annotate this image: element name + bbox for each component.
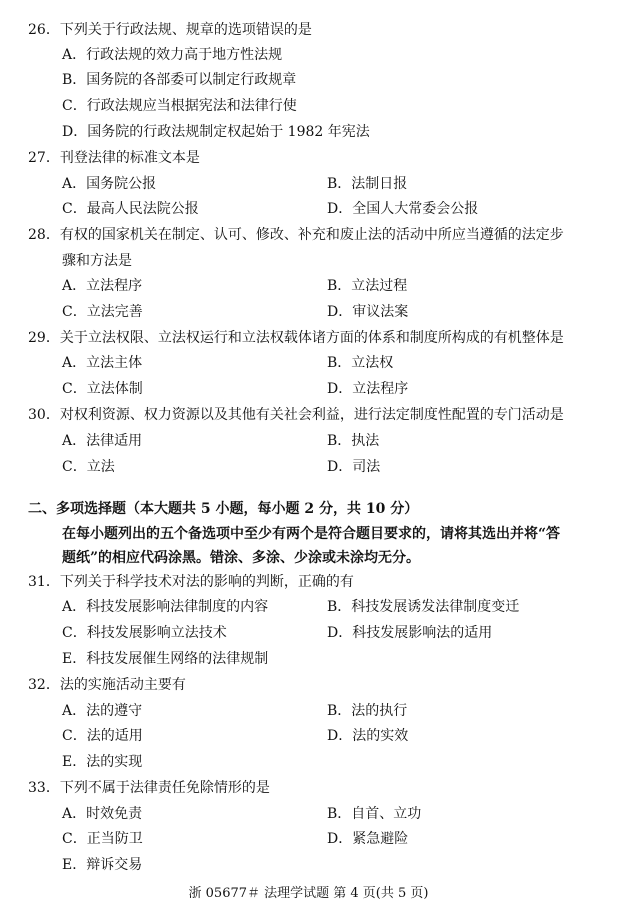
question-31: 31．下列关于科学技术对法的影响的判断，正确的有	[28, 574, 354, 590]
q26-option-b: B．国务院的各部委可以制定行政规章	[62, 72, 297, 88]
question-28: 28．有权的国家机关在制定、认可、修改、补充和废止法的活动中所应当遵循的法定步	[28, 227, 564, 243]
question-26: 26．下列关于行政法规、规章的选项错误的是	[28, 22, 312, 38]
section-2-title: 二、多项选择题（本大题共 5 小题，每小题 2 分，共 10 分）	[28, 501, 419, 517]
q33-option-a: A．时效免责	[62, 806, 143, 822]
section-2-instruction-line1: 在每小题列出的五个备选项中至少有两个是符合题目要求的，请将其选出并将“答	[62, 526, 561, 542]
question-32: 32．法的实施活动主要有	[28, 677, 186, 693]
q32-option-e: E．法的实现	[62, 754, 143, 770]
q26-option-c: C．行政法规应当根据宪法和法律行使	[62, 98, 297, 114]
q33-option-d: D．紧急避险	[327, 831, 409, 847]
question-33: 33．下列不属于法律责任免除情形的是	[28, 780, 270, 796]
q30-option-d: D．司法	[327, 459, 381, 475]
q32-option-c: C．法的适用	[62, 728, 143, 744]
q28-option-b: B．立法过程	[327, 278, 408, 294]
q28-option-a: A．立法程序	[62, 278, 143, 294]
q33-option-b: B．自首、立功	[327, 806, 422, 822]
q31-option-c: C．科技发展影响立法技术	[62, 625, 227, 641]
q32-option-a: A．法的遵守	[62, 703, 143, 719]
q32-option-d: D．法的实效	[327, 728, 409, 744]
q31-option-e: E．科技发展催生网络的法律规制	[62, 651, 269, 667]
q29-option-a: A．立法主体	[62, 355, 143, 371]
question-28-continuation: 骤和方法是	[62, 253, 132, 269]
q26-option-a: A．行政法规的效力高于地方性法规	[62, 47, 283, 63]
q29-option-b: B．立法权	[327, 355, 394, 371]
q27-option-d: D．全国人大常委会公报	[327, 201, 479, 217]
q28-option-c: C．立法完善	[62, 304, 143, 320]
q31-option-a: A．科技发展影响法律制度的内容	[62, 599, 269, 615]
q29-option-c: C．立法体制	[62, 381, 143, 397]
q28-option-d: D．审议法案	[327, 304, 409, 320]
q27-option-c: C．最高人民法院公报	[62, 201, 199, 217]
page-footer: 浙 05677＃ 法理学试题 第 4 页(共 5 页)	[188, 886, 429, 901]
q31-option-b: B．科技发展诱发法律制度变迁	[327, 599, 520, 615]
q26-option-d: D．国务院的行政法规制定权起始于 1982 年宪法	[62, 124, 370, 140]
q32-option-b: B．法的执行	[327, 703, 408, 719]
question-29: 29．关于立法权限、立法权运行和立法权载体诸方面的体系和制度所构成的有机整体是	[28, 330, 564, 346]
q30-option-c: C．立法	[62, 459, 115, 475]
question-30: 30．对权利资源、权力资源以及其他有关社会利益，进行法定制度性配置的专门活动是	[28, 407, 564, 423]
section-2-instruction-line2: 题纸”的相应代码涂黑。错涂、多涂、少涂或未涂均无分。	[62, 550, 421, 566]
q27-option-b: B．法制日报	[327, 176, 408, 192]
q33-option-c: C．正当防卫	[62, 831, 143, 847]
q31-option-d: D．科技发展影响法的适用	[327, 625, 493, 641]
question-27: 27．刊登法律的标准文本是	[28, 150, 200, 166]
q29-option-d: D．立法程序	[327, 381, 409, 397]
q27-option-a: A．国务院公报	[62, 176, 157, 192]
q33-option-e: E．辩诉交易	[62, 857, 143, 873]
q30-option-b: B．执法	[327, 433, 380, 449]
q30-option-a: A．法律适用	[62, 433, 143, 449]
